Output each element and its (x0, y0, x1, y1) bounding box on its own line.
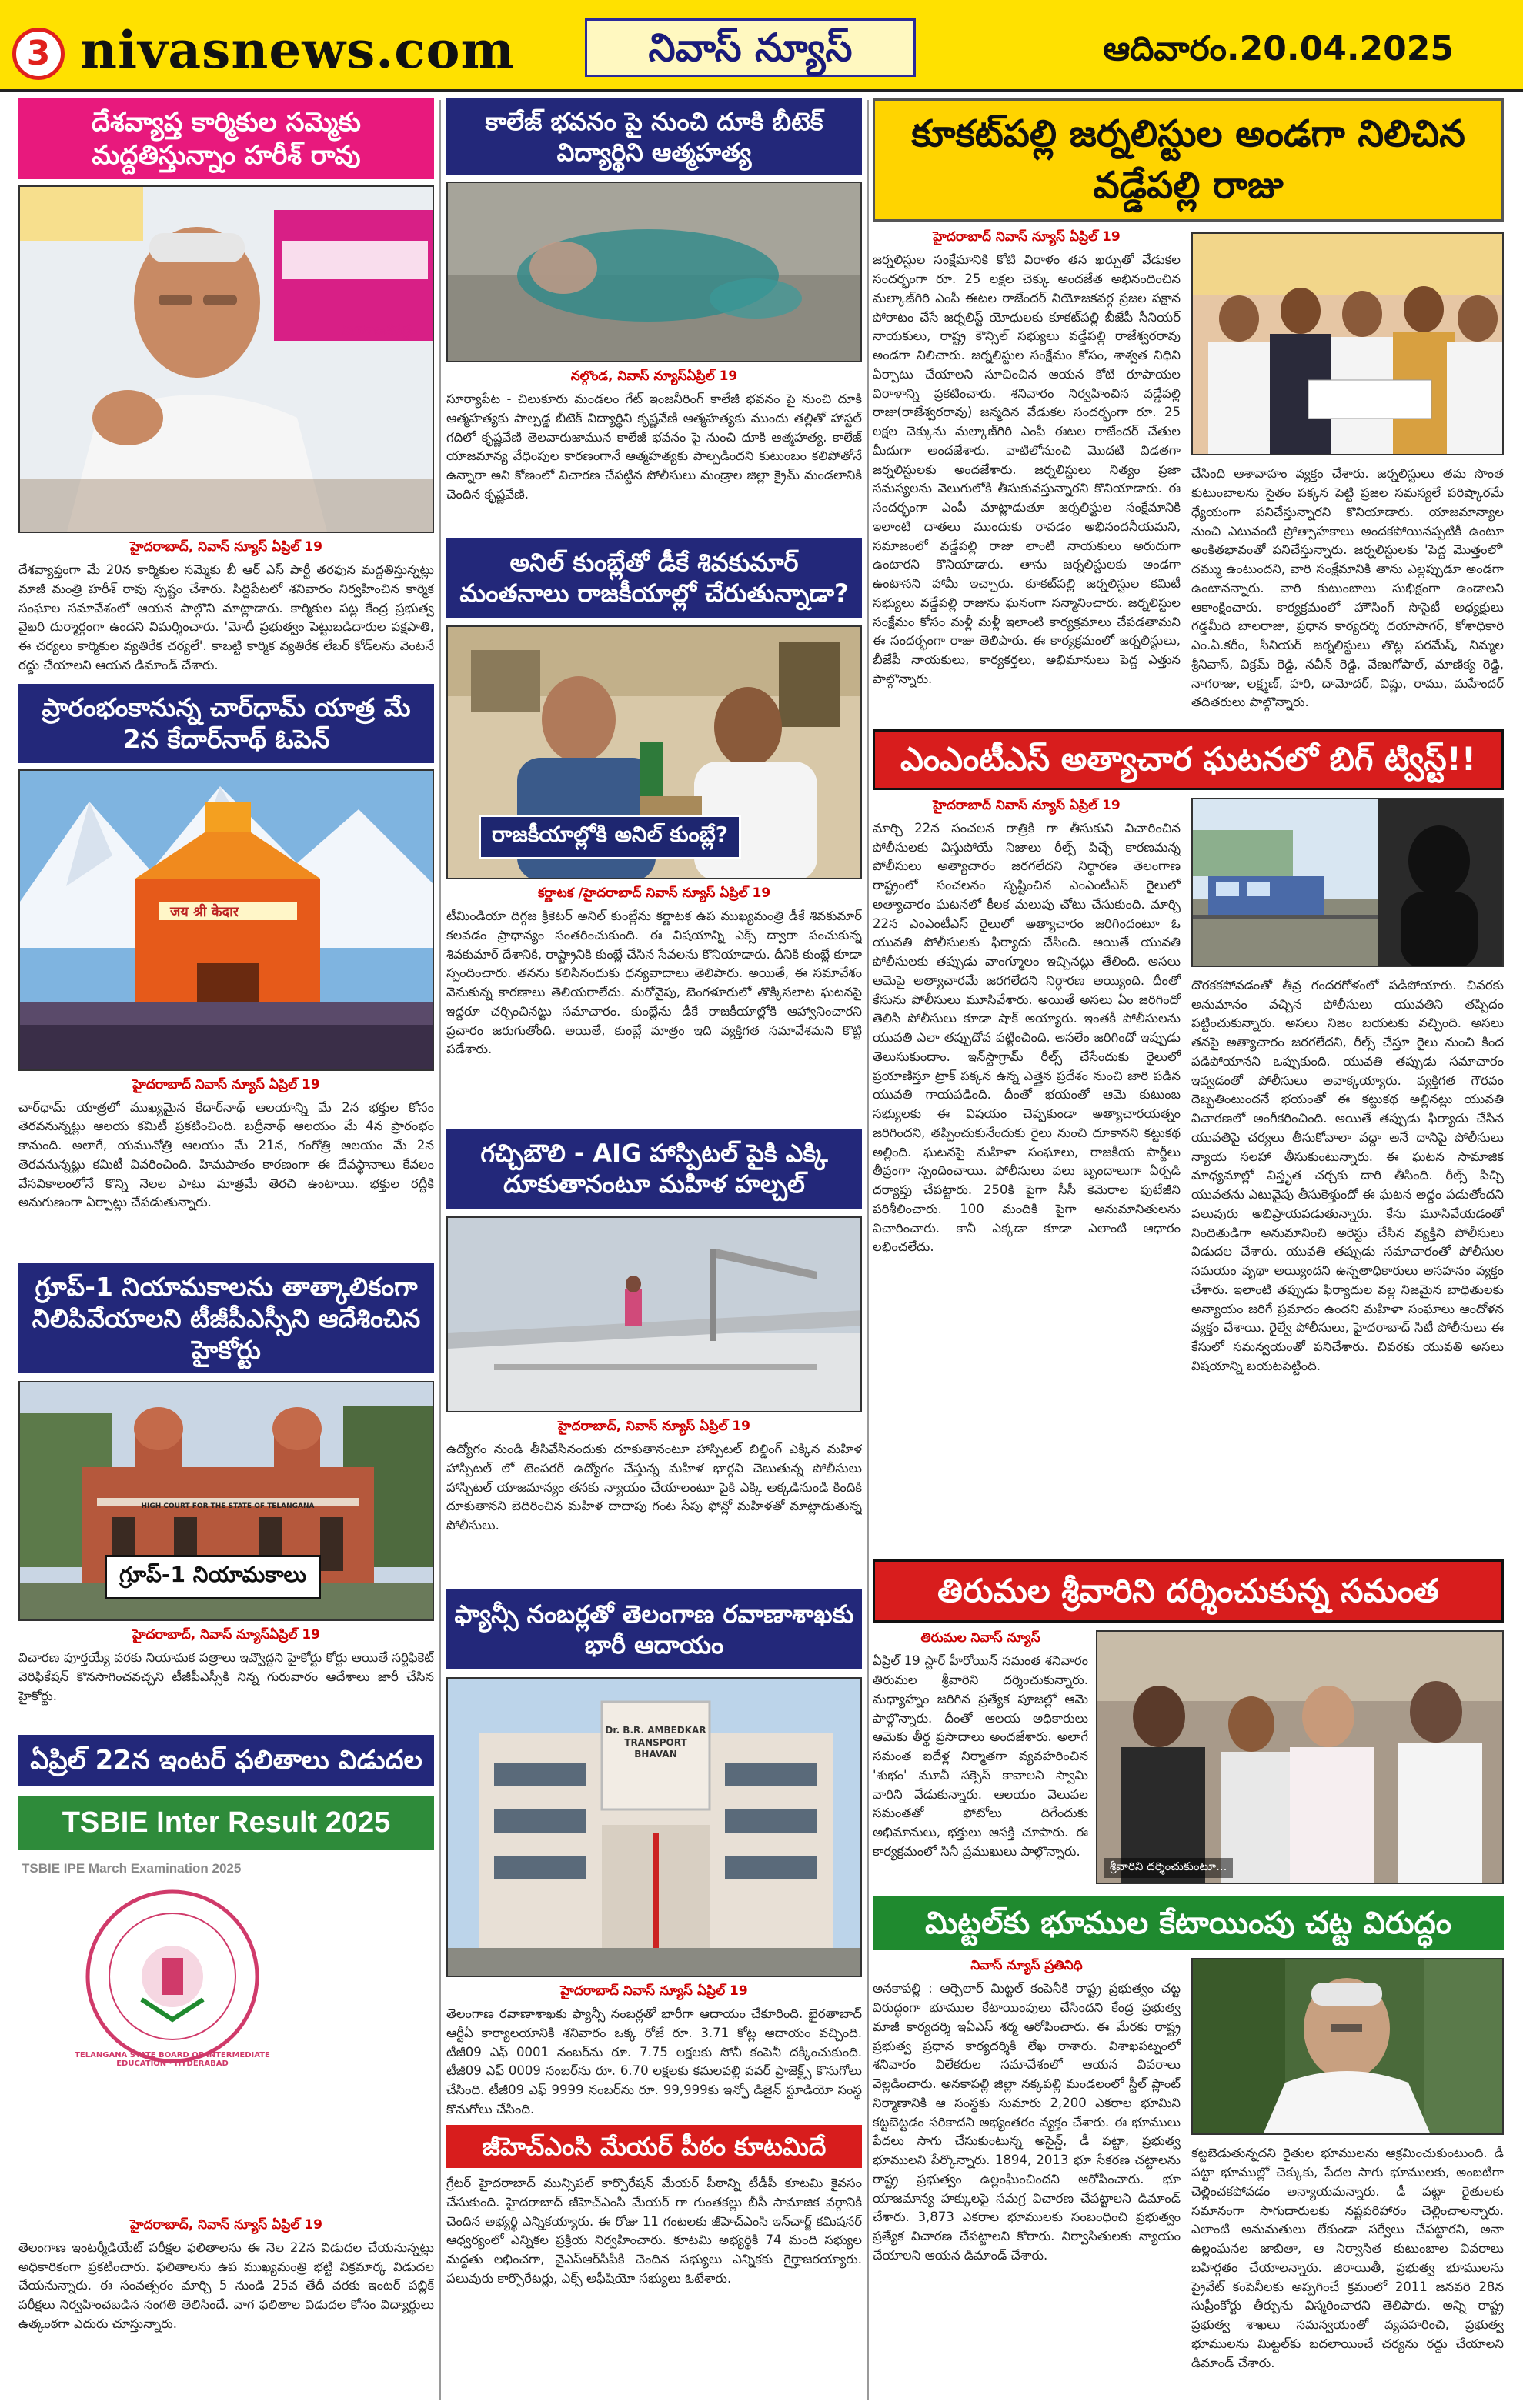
headline[interactable]: జీహెచ్ఎంసి మేయర్ పీఠం కూటమిదే (446, 2125, 862, 2168)
article-body: విచారణ పూర్తయ్యే వరకు నియామక పత్రాలు ఇవ్వొద్దని హైకోర్టు కోర్టు ఆయితే సర్టిఫికెట్ వెరిఫికేషన్ కొనసాగించవచ్చని టీజీపీఎస్సీకి నిన్న గురువారం ఆదేశాలు జారీ చేసిన హైకోర్టు. (18, 1650, 434, 1703)
column-divider (439, 100, 441, 2400)
byline: హైదరాబాద్ నివాస్ న్యూస్ ఏప్రిల్ 19 (132, 1076, 320, 1092)
article-body: గ్రేటర్ హైదరాబాద్ మున్సిపల్ కార్పొరేషన్ మేయర్ పీఠాన్ని టీడీపీ కూటమి కైవసం చేసుకుంది. హైదరాబాద్ జీహెచ్ఎంసి మేయర్ గా గుంతకల్లు బీసీ సామాజిక వర్గానికి చెందిన అభ్యర్థి ఎన్నికయ్యారు. ఈ రోజు 11 గంటలకు జీహెచ్ఎంసి ఇన్‌చార్జ్ కమిషనర్ ఆధ్వర్యంలో ఎన్నికల ప్రక్రియ నిర్వహించారు. కూటమి అభ్యర్థికి 74 మంది సభ్యుల మద్దతు లభించగా, వైఎస్ఆర్‌సీపీకి చెందిన సభ్యులు ఎన్నికకు గైర్హాజరయ్యారు. పలువురు కార్పొరేటర్లు, ఎక్స్ అఫీషియో సభ్యులు ఓటేశారు. (446, 2176, 862, 2286)
photo-incident (446, 182, 862, 362)
article-chardham (18, 684, 434, 1252)
photo-transport-bhavan (446, 1677, 862, 1977)
article-kukatpally-layout (873, 229, 1504, 722)
page-number: 3 (12, 28, 65, 80)
portrait-illustration (1193, 1959, 1504, 2135)
headline[interactable]: ఎంఎంటీఎస్ అత్యాచార ఘటనలో బిగ్ ట్విస్ట్!! (873, 729, 1504, 790)
article-kukatpally (873, 98, 1504, 722)
article-body: ఏప్రిల్ 19 స్టార్ హీరోయిన్ సమంత శనివారం తిరుమల శ్రీవారిని దర్శించుకున్నారు. మధ్యాహ్నం జరిగిన ప్రత్యేక పూజల్లో ఆమె పాల్గొన్నారు. దీంతో ఆలయ అధికారులు ఆమెకు తీర్థ ప్రసాదాలు అందజేశారు. అలాగే సమంత ఐదేళ్ల నిర్మాతగా వ్యవహరించిన 'శుభం' మూవీ సక్సెస్ కావాలని స్వామి వారిని వేడుకున్నారు. ఆలయం వెలుపల సమంతతో ఫోటోలు దిగేందుకు అభిమానులు, భక్తులు ఆసక్తి చూపారు. ఈ కార్యక్రమంలో సినీ ప్రముఖులు పాల్గొన్నారు. (873, 1653, 1088, 1859)
byline: కర్ణాటక /హైదరాబాద్ నివాస్ న్యూస్ ఏప్రిల్ 19 (537, 885, 771, 901)
photo-harish-rao (18, 185, 434, 533)
article-mmts (873, 729, 1504, 1552)
photo-journalists-event (1191, 232, 1504, 455)
site-name[interactable]: nivasnews.com (80, 20, 516, 80)
article-samantha-layout (873, 1630, 1504, 1884)
photo-eas-sarma (1191, 1958, 1504, 2135)
photo-caption: శ్రీవారిని దర్శించుకుంటూ... (1104, 1858, 1233, 1878)
article-harish (18, 98, 434, 676)
byline: హైదరాబాద్, నివాస్ న్యూస్ ఏప్రిల్ 19 (558, 1419, 750, 1434)
headline[interactable]: మిట్టల్‌కు భూముల కేటాయింపు చట్ట విరుద్ధం (873, 1896, 1504, 1950)
byline: హైదరాబాద్ నివాస్ న్యూస్ ఏప్రిల్ 19 (560, 1983, 748, 1999)
temple-visit-illustration (1097, 1632, 1504, 1884)
byline: హైదరాబాద్, నివాస్ న్యూస్ ఏప్రిల్ 19 (130, 2216, 322, 2233)
column-left (18, 95, 434, 2354)
portrait-illustration (20, 187, 434, 533)
article-body-continued: దొరకకపోవడంతో తీవ్ర గందరగోళంలో పడిపోయారు. చివరకు అనుమానం వచ్చిన పోలీసులు యువతిని తప్పిదం పట్టించుకున్నారు. అసలు నిజం బయటకు వచ్చింది. అసలు తనపై అత్యాచారం జరగలేదని, రీల్స్ చేస్తూ రైలు నుంచి కింద పడిపోయానని ఒప్పుకుంది. యువతి తప్పుడు సమాచారం ఇవ్వడంతో పోలీసులు అవాక్కయ్యారు. వ్యక్తిగత గౌరవం దెబ్బతింటుందనే భయంతో ఈ కట్టుకథ అల్లినట్లు యువతి విచారణలో అంగీకరించింది. అయితే తప్పుడు ఫిర్యాదు చేసిన యువతిపై చర్యలు తీసుకోవాలా వద్దా అనే దానిపై పోలీసులు న్యాయ సలహా తీసుకుంటున్నారు. ఈ ఘటన సామాజిక మాధ్యమాల్లో విస్తృత చర్చకు దారి తీసింది. రీల్స్ పిచ్చి యువతను ఎటువైపు తీసుకెళ్తుందో ఈ ఘటన అద్దం పడుతోందని పలువురు అభిప్రాయపడుతున్నారు. కేసు మూసివేయడంతో నిందితుడిగా అనుమానించి అరెస్టు చేసిన వ్యక్తిని పోలీసులు విడుదల చేశారు. యువతి తప్పుడు సమాచారంతో పోలీసుల సమయం వృథా అయ్యిందని ఉన్నతాధికారులు అసహనం వ్యక్తం చేశారు. ఇలాంటి తప్పుడు ఫిర్యాదుల వల్ల నిజమైన బాధితులకు అన్యాయం జరిగే ప్రమాదం ఉందని మహిళా సంఘాలు ఆందోళన వ్యక్తం చేశాయి. రైల్వే పోలీసులు, హైదరాబాద్ సిటీ పోలీసులు ఈ కేసులో సమన్వయంతో పనిచేశారు. చివరకు యువతి అసలు విషయాన్ని బయటపెట్టింది. (1191, 977, 1504, 1373)
article-body: ఉద్యోగం నుండి తీసివేసినందుకు దూకుతానంటూ హాస్పిటల్ బిల్డింగ్ ఎక్కిన మహిళ హాస్పిటల్ లో టెంపరరీ ఉద్యోగం చేస్తున్న మహిళ భార్గవి చెబుతున్న పోలీసులు హాస్పిటల్ యాజమాన్యం తనకు న్యాయం చేయాలంటూ పైకి ఎక్కి అక్కడినుండి కిందికి దూకుతానని బెదిరించిన మహిళ దాదాపు గంట సేపు ఫోన్లో మహిళతో మాట్లాడుతున్న పోలీసులు. (446, 1442, 862, 1533)
rooftop-illustration (448, 1218, 862, 1412)
article-body: చార్‌ధామ్ యాత్రలో ముఖ్యమైన కేదార్‌నాథ్ ఆలయాన్ని మే 2న భక్తుల కోసం తెరవనున్నట్లు ఆలయ కమిటీ ప్రకటించింది. బద్రీనాథ్ ఆలయం మే 4న ప్రారంభం కానుంది. అలాగే, యమునోత్రి ఆలయం మే 21న, గంగోత్రి ఆలయం మే 2న తెరవనున్నట్లు కమిటీ వివరించింది. హిమపాతం కారణంగా ఈ దేవస్థానాలు కేవలం వేసవికాలంలోనే కొన్ని నెలల పాటు మాత్రమే తెరచి ఉంటాయి. భక్తుల రద్దీకి అనుగుణంగా ఏర్పాట్లు చేపడుతున్నారు. (18, 1099, 434, 1210)
byline: హైదరాబాద్, నివాస్ న్యూస్ ఏప్రిల్ 19 (130, 539, 322, 555)
article-body: అనకాపల్లి : ఆర్సెలార్ మిట్టల్ కంపెనీకి రాష్ట్ర ప్రభుత్వం చట్ట విరుద్ధంగా భూముల కేటాయింపులు చేసిందని కేంద్ర ప్రభుత్వ మాజీ కార్యదర్శి ఇఏఎస్ శర్మ ఆరోపించారు. ఈ మేరకు రాష్ట్ర ప్రభుత్వ ప్రధాన కార్యదర్శికి లేఖ రాశారు. విశాఖపట్నంలో శనివారం విలేకరుల సమావేశంలో ఆయన వివరాలు వెల్లడించారు. అనకాపల్లి జిల్లా నక్కపల్లి మండలంలో స్టీల్ ప్లాంట్ నిర్మాణానికి ఆ సంస్థకు సుమారు 2,200 ఎకరాల భూమిని కట్టబెట్టడం సరికాదని అభ్యంతరం వ్యక్తం చేశారు. ఈ భూములు పేదలు సాగు చేసుకుంటున్న అసైన్డ్, డీ పట్టా, ప్రభుత్వ భూములని పేర్కొన్నారు. 1894, 2013 భూ సేకరణ చట్టాలను రాష్ట్ర ప్రభుత్వం ఉల్లంఘించిందని ఆరోపించారు. భూ యాజమాన్య హక్కులపై సమగ్ర విచారణ చేపట్టాలని డిమాండ్ చేశారు. 3,873 ఎకరాల భూములకు సంబంధించి ప్రభుత్వం ప్రత్యేక విచారణ చేపట్టాలని కోరారు. నిర్వాసితులకు న్యాయం చేయాలని ఆయన డిమాండ్ చేశారు. (873, 1981, 1181, 2263)
event-illustration (1193, 234, 1504, 455)
headline[interactable]: తిరుమల శ్రీవారిని దర్శించుకున్న సమంత (873, 1559, 1504, 1623)
brand-logo: నివాస్ న్యూస్ (585, 18, 916, 77)
byline: హైదరాబాద్ నివాస్ న్యూస్ ఏప్రిల్ 19 (933, 229, 1121, 245)
article-body: మార్చి 22న సంచలన రాత్రికి గా తీసుకుని విచారించిన పోలీసులకు విస్తుపోయే నిజాలు రీల్స్ పిచ్చే కారణమన్న పోలీసులు అత్యాచారం జరగలేదని నిర్ధారణ తెలంగాణ రాష్ట్రంలో సంచలనం సృష్టించిన ఎంఎంటీఎస్ రైలులో అత్యాచారం ఘటనలో కీలక మలుపు చోటు చేసుకుంది. మార్చి 22న ఎంఎంటీఎస్ రైలులో అత్యాచారం జరిగిందంటూ ఓ యువతి పోలీసులకు ఫిర్యాదు చేసింది. అయితే యువతి పోలీసులకు తప్పుడు వాంగ్మూలం ఇచ్చినట్లు తేలింది. అసలు ఆమెపై అత్యాచారమే జరగలేదని నిర్ధారణ అయ్యింది. దీంతో కేసును పోలీసులు మూసివేశారు. అయితే అసలు ఏం జరిగిందో తెలిసి పోలీసులు కూడా షాక్ అయ్యారు. ఇంతకీ పోలీసులను యువతి ఎలా తప్పుదోవ పట్టించింది. అసలేం జరిగిందో ఇప్పుడు తెలుసుకుందాం. ఇన్‌స్టాగ్రామ్ రీల్స్ చేసేందుకు రైలులో ప్రయాణిస్తూ ట్రాక్ పక్కన ఉన్న ఎత్తైన ప్రదేశం నుంచి జారి పడిన యువతి గాయపడింది. దీంతో భయంతో ఆమె కుటుంబ సభ్యులకు ఈ విషయం చెప్పకుండా అత్యాచారయత్నం జరిగిందని, తప్పించుకునేందుకు రైలు నుంచి దూకానని కట్టుకథ అల్లింది. ఘటనపై మహిళా సంఘాలు, రాజకీయ పార్టీలు తీవ్రంగా స్పందించాయి. పోలీసులు పలు బృందాలుగా ఏర్పడి దర్యాప్తు చేపట్టారు. 250కి పైగా సీసీ కెమెరాల ఫుటేజీని పరిశీలించారు. 100 మందికి పైగా అనుమానితులను విచారించారు. కానీ ఎక్కడా కూడా ఎలాంటి ఆధారం లభించలేదు. (873, 820, 1181, 1255)
result-banner: TSBIE Inter Result 2025 (18, 1796, 434, 1850)
article-fancy-numbers (446, 1589, 862, 2120)
article-body: టీమిండియా దిగ్గజ క్రికెటర్ అనిల్ కుంబ్లేను కర్ణాటక ఉప ముఖ్యమంత్రి డీకే శివకుమార్ కలవడం ప్రాధాన్యం సంతరించుకుంది. ఈ విషయాన్ని ఎక్స్ ద్వారా పంచుకున్న శివకుమార్ దేశానికి, రాష్ట్రానికి కుంబ్లే చేసిన సేవలను కొనియాడారు. దీనికి కుంబ్లే కూడా స్పందించారు. తనను కలిసినందుకు ధన్యవాదాలు తెలిపారు. అయితే, ఈ సమావేశం వెనుకున్న కారణాలు తెలియరాలేదు. మరోవైపు, బెంగళూరులో తొక్కిసలాట ఘటనపై ఇద్దరూ చర్చించినట్టు సమాచారం. కుంబ్లేను డీకే రాజకీయాల్లోకి ఆహ్వానించారని ప్రచారం జరుగుతోంది. అయితే, కుంబ్లే మాత్రం ఇది వ్యక్తిగత సమావేశమని కొట్టి పడేశారు. (446, 909, 862, 1057)
headline[interactable]: దేశవ్యాప్త కార్మికుల సమ్మెకు మద్దతిస్తున్నాం హరీశ్ రావు (18, 98, 434, 179)
photo-caption: రాజకీయాల్లోకి అనిల్ కుంబ్లే? (479, 815, 741, 859)
article-body: జర్నలిస్టుల సంక్షేమానికి కోటి విరాళం తన ఖర్చుతో వేడుకల సందర్భంగా రూ. 25 లక్షల చెక్కు అందజేత అభినందించిన మల్కాజ్‌గిరి ఎంపీ ఈటల రాజేందర్ నియోజకవర్గ ప్రజల పక్షాన పోరాటం చేసే జర్నలిస్ట్ యోధులకు కూకట్‌పల్లి బీజేపీ సీనియర్ నాయకులు, రాష్ట్ర కౌన్సిల్ సభ్యులు వడ్డేపల్లి రాజేశ్వరరావు అండగా నిలిచారు. జర్నలిస్టుల సంక్షేమం కోసం, శాశ్వత నిధిని ఏర్పాటు చేయాలని సూచించిన ఆయన కోటి రూపాయల విరాళాన్ని ప్రకటించారు. శనివారం నిర్వహించిన వడ్డేపల్లి రాజు(రాజేశ్వరరావు) జన్మదిన వేడుకల సందర్భంగా రూ. 25 లక్షల చెక్కును మల్కాజ్‌గిరి ఎంపీ ఈటల రాజేందర్ చేతుల మీదుగా అందజేశారు. వాటిలోనుంచి మొదటి విడతగా జర్నలిస్టులకు అందజేశారు. జర్నలిస్టులు నిత్యం ప్రజా సమస్యలను వెలుగులోకి తీసుకువస్తున్నారని కొనియాడారు. ఈ సందర్భంగా ఎంపీ మాట్లాడుతూ జర్నలిస్టుల సంక్షేమానికి ఇలాంటి దాతలు ముందుకు రావడం అభినందనీయమని, సమాజంలో వడ్డేపల్లి రాజు లాంటి నాయకులు అరుదుగా ఉంటారని కొనియాడారు. తాను జర్నలిస్టులకు అండగా ఉంటానని హామీ ఇచ్చారు. కూకట్‌పల్లి జర్నలిస్టుల కమిటీ సభ్యులు వడ్డేపల్లి రాజును ఘనంగా సన్మానించారు. జర్నలిస్టుల సంక్షేమం కోసం మళ్లీ మళ్లీ ఇలాంటి కార్యక్రమాలు చేపడతామని ఈ సందర్భంగా రాజు తెలిపారు. ఈ కార్యక్రమంలో జర్నలిస్టులు, బీజేపీ నాయకులు, కార్యకర్తలు, అభిమానులు పెద్ద ఎత్తున పాల్గొన్నారు. (873, 252, 1181, 686)
headline[interactable]: అనిల్ కుంబ్లేతో డీకే శివకుమార్ మంతనాలు రాజకీయాల్లో చేరుతున్నాడా? (446, 538, 862, 618)
date-line: ఆదివారం.20.04.2025 (1103, 29, 1454, 68)
photo-label: గ్రూప్-1 నియామకాలు (105, 1555, 321, 1599)
photo-samantha-tirumala (1096, 1630, 1504, 1884)
byline: తిరుమల నివాస్ న్యూస్ (920, 1630, 1040, 1646)
article-mmts-layout (873, 798, 1504, 1552)
article-aig-hospital (446, 1129, 862, 1579)
building-sign: HIGH COURT FOR THE STATE OF TELANGANA (141, 1502, 315, 1511)
column-right (873, 95, 1504, 2389)
article-body: సూర్యాపేట - చిలుకూరు మండలం గేట్ ఇంజనీరింగ్ కాలేజీ భవనం పై నుంచి దూకి ఆత్మహత్యకు పాల్పడ్డ బీటెక్ విద్యార్థిని కృష్ణవేణి ఆత్మహత్యకు ముందు తల్లితో హాస్టల్ గదిలో కృష్ణవేణి తెలవారుజామున కాలేజీ భవనం పై నుంచి దూకి ఆత్మహత్య. కాలేజ్ యాజమాన్య వేధింపుల కారణంగానే ఆత్మహత్యకు పాల్పడిందని కుటుంబం కలిపోతోనే ఉన్నారా అని కోణంలో విచారణ చేపట్టిన పోలీసులు మండ్రాల జిల్లా క్రైమ్ మండలానికి చెందిన కృష్ణవేణి. (446, 392, 862, 502)
temple-illustration (20, 771, 434, 1071)
photo-meeting (446, 625, 862, 879)
byline: హైదరాబాద్, నివాస్ న్యూస్ఏప్రిల్ 19 (132, 1627, 320, 1643)
exam-line: TSBIE IPE March Examination 2025 (22, 1860, 242, 1876)
inter-result-graphic (18, 1796, 434, 2211)
byline: నల్గొండ, నివాస్ న్యూస్ఏప్రిల్ 19 (570, 369, 738, 384)
headline[interactable]: కాలేజ్ భవనం పై నుంచి దూకి బీటెక్ విద్యార్థిని ఆత్మహత్య (446, 98, 862, 175)
photo-mmts-train (1191, 798, 1504, 967)
article-body: తెలంగాణ రవాణాశాఖకు ఫ్యాన్సీ నంబర్లతో భారీగా ఆదాయం చేకూరింది. ఖైరతాబాద్ ఆర్టీఏ కార్యాలయానికి శనివారం ఒక్క రోజే రూ. 3.71 కోట్ల ఆదాయం వచ్చింది. టీజీ09 ఎఫ్ 0001 నంబర్‌ను రూ. 7.75 లక్షలకు సోనీ కంపెనీ దక్కించుకుంది. టీజీ09 ఎఫ్ 0009 నంబర్‌ను రూ. 6.70 లక్షలకు కమలవల్లి పవర్ ప్రాజెక్ట్స్ కొనుగోలు చేసింది. టీజీ09 ఎఫ్ 9999 నంబర్‌ను రూ. 99,999కు ఇన్ఫో డిజైన్ స్టూడియో సంస్థ కొనుగోలు చేసింది. (446, 2006, 862, 2116)
headline[interactable]: ఫ్యాన్సీ నంబర్లతో తెలంగాణ రవాణాశాఖకు భారీ ఆదాయం (446, 1589, 862, 1669)
column-middle (446, 95, 862, 2290)
masthead (0, 0, 1523, 92)
building-illustration (448, 1679, 862, 1977)
banner-text: నియోజకవర్గం (342, 322, 417, 339)
byline: హైదరాబాద్ నివాస్ న్యూస్ ఏప్రిల్ 19 (933, 797, 1121, 813)
article-inter-results (18, 1735, 434, 2354)
article-body: తెలంగాణ ఇంటర్మీడియేట్ పరీక్షల ఫలితాలను ఈ నెల 22న విడుదల చేయనున్నట్లు అధికారికంగా ప్రకటించారు. ఫలితాలను ఉప ముఖ్యమంత్రి భట్టి విక్రమార్క విడుదల చేయనున్నారు. ఈ సంవత్సరం మార్చి 5 నుండి 25వ తేదీ వరకు ఇంటర్ పబ్లిక్ పరీక్షలు నిర్వహించబడిన సంగతి తెలిసిందే. వాగ ఫలితాల విడుదల కోసం విద్యార్థులు ఉత్కంఠగా ఎదురు చూస్తున్నారు. (18, 2240, 434, 2331)
column-divider (867, 100, 869, 2400)
temple-sign: जय श्री केदार (170, 903, 239, 920)
headline[interactable]: గచ్చిబౌలి - AIG హాస్పిటల్ పైకి ఎక్కి దూకుతానంటూ మహిళ హల్చల్ (446, 1129, 862, 1209)
article-body-continued: కట్టబెడుతున్నదని రైతుల భూములను ఆక్రమించుకుంటుంది. డీ పట్టా భూముల్లో చెక్కుకు, పేదల సాగు భూములకు, అంబటిగా చెల్లించకపోవడం అన్యాయమన్నారు. డీ పట్టా రైతులకు సమానంగా సాగుదారులకు నష్టపరిహారం చెల్లించాలన్నారు. ఎలాంటి అనుమతులు లేకుండా సర్వేలు చేపట్టారని, అనా ఉల్లంఘనల జాబితా, ఆ నిర్వాసిత కుటుంబాల వివరాలు బహిర్గతం చేయాలన్నారు. జిరాయితీ, ప్రభుత్వ భూములను ప్రైవేట్ కంపెనీలకు అప్పగించే క్రమంలో 2011 జనవరి 28న సుప్రీంకోర్టు తీర్పును విస్మరించారని తెలిపారు. అన్ని రాష్ట్ర ప్రభుత్వ శాఖలు సమన్వయంతో వ్యవహరించి, ప్రభుత్వ భూములను మిట్టల్‌కు బదలాయించే చర్యను రద్దు చేయాలని డిమాండ్ చేశారు. (1191, 2146, 1504, 2370)
photo-hospital-roof (446, 1216, 862, 1412)
photo-kedarnath-temple (18, 769, 434, 1071)
train-illustration (1193, 799, 1504, 967)
building-sign: Dr. B.R. AMBEDKAR TRANSPORT BHAVAN (605, 1725, 706, 1760)
article-group1 (18, 1263, 434, 1726)
emblem-text: TELANGANA STATE BOARD OF INTERMEDIATE EDUCATION · HYDERABAD (75, 2050, 270, 2068)
article-mittal (873, 1896, 1504, 2389)
article-ghmc-mayor (446, 2125, 862, 2290)
photo-high-court (18, 1381, 434, 1621)
article-mittal-layout (873, 1958, 1504, 2389)
article-samantha (873, 1559, 1504, 1885)
headline[interactable]: ప్రారంభంకానున్న చార్‌ధామ్ యాత్ర మే 2న కేదార్‌నాథ్ ఓపెన్ (18, 684, 434, 763)
article-body-continued: చేసింది ఆశావాహం వ్యక్తం చేశారు. జర్నలిస్టులు తమ సొంత కుటుంబాలను సైతం పక్కన పెట్టి ప్రజల సమస్యలే పరిష్కారమే ధ్యేయంగా పనిచేస్తున్నారని కొనియాడారు. యాజమాన్యాల నుంచి ఎటువంటి ప్రోత్సాహకాలు అందకపోయినప్పటికీ ఉంటూ అంకితభావంతో పనిచేస్తున్నారు. జర్నలిస్టులకు 'పెద్ద మొత్తంలో' దమ్ము ఉంటుందని, వారి సంక్షేమానికి తాను ఎల్లప్పుడూ అండగా ఉంటానన్నారు. వారి కుటుంబాలు సుభిక్షంగా ఉండాలని ఆకాంక్షించారు. కార్యక్రమంలో హౌసింగ్ సొసైటీ అధ్యక్షులు గడ్డమీది బాలరాజు, ప్రధాన కార్యదర్శి దయాసాగర్, కోశాధికారి ఎం.ఏ.కరీం, సీనియర్ జర్నలిస్టులు తొట్ల పరమేష్, నిమ్మల శ్రీనివాస్, విక్రమ్ రెడ్డి, నవీన్ రెడ్డి, వేణుగోపాల్, మాణిక్య రెడ్డి, నాగరాజు, లక్ష్మణ్, హరి, దామోదర్, విష్ణు, రాము, మహేందర్ తదితరులు పాల్గొన్నారు. (1191, 466, 1504, 710)
headline[interactable]: ఏప్రిల్ 22న ఇంటర్ ఫలితాలు విడుదల (18, 1735, 434, 1786)
headline[interactable]: గ్రూప్-1 నియామకాలను తాత్కాలికంగా నిలిపివేయాలని టీజీపీఎస్సీని ఆదేశించిన హైకోర్టు (18, 1263, 434, 1374)
article-btech (446, 98, 862, 527)
article-body: దేశవ్యాప్తంగా మే 20న కార్మికుల సమ్మెకు బీ ఆర్ ఎస్ పార్టీ తరఫున మద్దతిస్తున్నట్లు మాజీ మంత్రి హరీశ్ రావు స్పష్టం చేశారు. సిద్దిపేటలో శనివారం నిర్వహించిన కార్మిక సంఘాల సమావేశంలో ఆయన పాల్గొని మాట్లాడారు. కార్మికుల పట్ల కేంద్ర ప్రభుత్వ వైఖరి దుర్మార్గంగా ఉందని విమర్శించారు. 'మోదీ ప్రభుత్వం పెట్టుబడిదారుల పక్షపాతి, ఈ చర్యలు కార్మికుల వ్యతిరేక చర్యలే'. కాబట్టి కార్మిక వ్యతిరేక లేబర్ కోడ్‌లను వెంటనే రద్దు చేయాలని ఆయన డిమాండ్ చేశారు. (18, 562, 434, 672)
headline[interactable]: కూకట్‌పల్లి జర్నలిస్టుల అండగా నిలిచిన వడ్డేపల్లి రాజు (873, 98, 1504, 222)
article-anil-kumble (446, 538, 862, 1118)
byline: నివాస్ న్యూస్ ప్రతినిధి (970, 1958, 1083, 1974)
board-emblem (18, 1884, 434, 2069)
blurred-photo (448, 183, 862, 362)
